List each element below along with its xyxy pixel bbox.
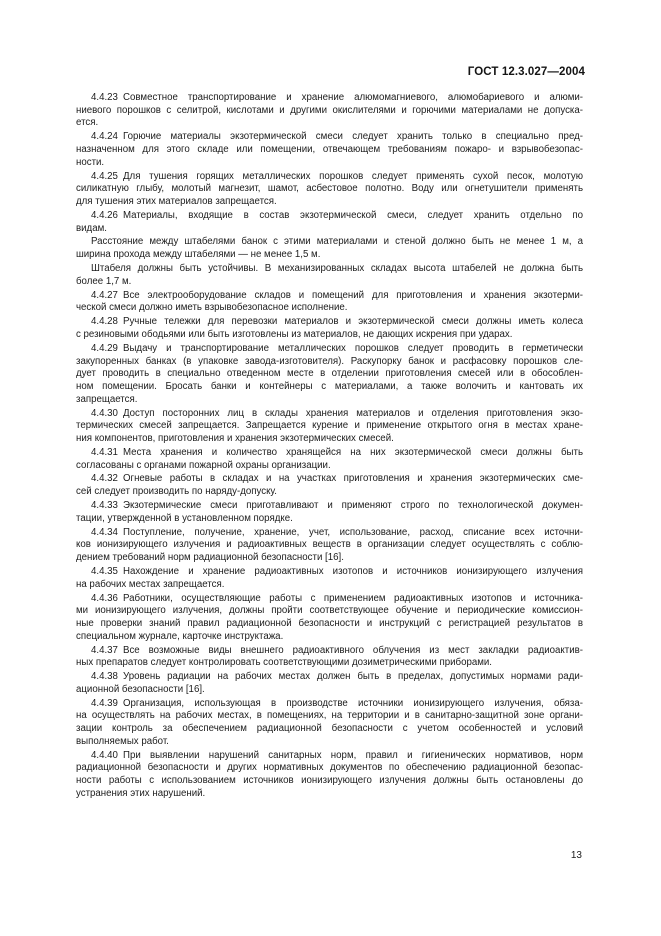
paragraph-line xyxy=(76,290,583,303)
paragraph xyxy=(76,408,583,446)
paragraph-line xyxy=(76,343,583,356)
paragraph-line xyxy=(76,210,583,223)
line-text: согласованы с органами пожарной охраны организации. xyxy=(76,459,331,471)
paragraph-line xyxy=(76,105,583,118)
clause-number: 4.4.33 xyxy=(91,500,118,512)
paragraph-line xyxy=(76,710,583,723)
paragraph-line xyxy=(76,473,583,486)
paragraph xyxy=(76,92,583,130)
paragraph-line xyxy=(76,736,583,749)
paragraph-line xyxy=(76,117,583,130)
paragraph-line xyxy=(76,447,583,460)
line-text: Выдачу и транспортирование металлических порошков следует проводить в герметически xyxy=(123,342,583,354)
paragraph-line xyxy=(76,631,583,644)
paragraph xyxy=(76,671,583,696)
line-text: дением требований норм радиационной безопасности [16]. xyxy=(76,552,344,564)
clause-number: 4.4.27 xyxy=(91,289,118,301)
paragraph-line xyxy=(76,579,583,592)
paragraph-line xyxy=(76,408,583,421)
line-text: ми ионизирующего излучения, должны пройти соответствующее обучение и периодические комиссион- xyxy=(76,605,583,617)
paragraph-line xyxy=(76,249,583,262)
paragraph-line xyxy=(76,356,583,369)
paragraph xyxy=(76,316,583,341)
paragraph xyxy=(76,263,583,288)
line-text: радиационной безопасности и других нормативных документов по обеспечению радиационной безопас- xyxy=(76,762,583,774)
paragraph xyxy=(76,566,583,591)
paragraph xyxy=(76,210,583,235)
paragraph-line xyxy=(76,657,583,670)
line-text: ния компонентов, приготовления и хранения экзотермических смесей. xyxy=(76,432,394,444)
line-text: Доступ посторонних лиц в склады хранения материалов и отделения приготовления экзо- xyxy=(123,407,583,419)
paragraph-line xyxy=(76,263,583,276)
paragraph xyxy=(76,645,583,670)
paragraph-line xyxy=(76,513,583,526)
paragraph-line xyxy=(76,420,583,433)
line-text: Места хранения и количество хранящейся на них экзотермической смеси должны быть xyxy=(123,446,583,458)
paragraph-line xyxy=(76,276,583,289)
paragraph-line xyxy=(76,183,583,196)
paragraph xyxy=(76,500,583,525)
paragraph xyxy=(76,236,583,261)
paragraph-line xyxy=(76,92,583,105)
paragraph-line xyxy=(76,762,583,775)
paragraph-line xyxy=(76,552,583,565)
line-text: специальном журнале, карточке инструктажа. xyxy=(76,630,284,642)
line-text: Работники, осуществляющие работы с применением радиоактивных изотопов и источника- xyxy=(123,592,583,604)
clause-number: 4.4.26 xyxy=(91,209,118,221)
line-text: запрещается. xyxy=(76,393,138,405)
clause-number: 4.4.24 xyxy=(91,131,118,143)
paragraph-line xyxy=(76,381,583,394)
line-text: ности работы с использованием источников ионизирующего излучения должны быть остановлены до xyxy=(76,775,583,787)
line-text: дует проводить в специально отведенном месте в отделении приготовления смесей или в обособлен- xyxy=(76,368,583,380)
line-text: силикатную глыбу, молотый магнезит, шамот, асбестовое полотно. Воду или огнетушители применять xyxy=(76,183,583,195)
line-text: ные проверки знаний правил радиационной безопасности и инструкций с регистрацией результатов в xyxy=(76,617,583,629)
line-text: ниевого порошков с селитрой, кислотами и другими окислителями и горючими материалами не допуска- xyxy=(76,104,583,116)
clause-number: 4.4.39 xyxy=(91,697,118,709)
paragraph xyxy=(76,343,583,407)
clause-number: 4.4.30 xyxy=(91,407,118,419)
line-text: тации, утвержденной в установленном порядке. xyxy=(76,512,293,524)
paragraph-line xyxy=(76,645,583,658)
paragraph-line xyxy=(76,698,583,711)
clause-number: 4.4.35 xyxy=(91,565,118,577)
line-text: более 1,7 м. xyxy=(76,275,132,287)
paragraph-line xyxy=(76,329,583,342)
paragraph-line xyxy=(76,236,583,249)
line-text: зации контроль за обеспечением радиационной безопасности с учетом особенностей и условий xyxy=(76,723,583,735)
clause-number: 4.4.36 xyxy=(91,592,118,604)
paragraph-line xyxy=(76,788,583,801)
line-text: Нахождение и хранение радиоактивных изотопов и источников ионизирующего излучения xyxy=(123,565,583,577)
line-text: ширина прохода между штабелями — не менее 1,5 м. xyxy=(76,249,321,261)
line-text: на рабочих местах запрещается. xyxy=(76,578,225,590)
paragraph-line xyxy=(76,368,583,381)
line-text: Все электрооборудование складов и помещений для приготовления и хранения экзотерми- xyxy=(123,289,583,301)
paragraph xyxy=(76,171,583,209)
document-body xyxy=(76,92,583,802)
line-text: с резиновыми ободьями или быть изготовлены из материалов, не дающих искрения при ударах. xyxy=(76,328,513,340)
paragraph-line xyxy=(76,302,583,315)
line-text: ков ионизирующего излучения и радиоактивных веществ в организации следует осуществлять с соблю- xyxy=(76,539,583,551)
clause-number: 4.4.38 xyxy=(91,671,118,683)
page-number: 13 xyxy=(570,850,582,861)
paragraph xyxy=(76,131,583,169)
paragraph xyxy=(76,290,583,315)
paragraph-line xyxy=(76,394,583,407)
line-text: Экзотермические смеси приготавливают и применяют строго по технологической докумен- xyxy=(123,500,583,512)
paragraph-line xyxy=(76,593,583,606)
line-text: Штабеля должны быть устойчивы. В механизированных складах высота штабелей не должна быть xyxy=(91,263,583,275)
paragraph-line xyxy=(76,723,583,736)
paragraph-line xyxy=(76,618,583,631)
line-text: закупоренных банках (в упаковке завода-изготовителя). Раскупорку банок и расфасовку порошков сле- xyxy=(76,355,583,367)
paragraph-line xyxy=(76,196,583,209)
clause-number: 4.4.25 xyxy=(91,170,118,182)
line-text: Огневые работы в складах и на участках приготовления и хранения экзотермических сме- xyxy=(123,473,583,485)
line-text: Поступление, получение, хранение, учет, использование, расход, списание всех источни- xyxy=(123,526,583,538)
paragraph-line xyxy=(76,171,583,184)
paragraph-line xyxy=(76,433,583,446)
paragraph-line xyxy=(76,539,583,552)
paragraph-line xyxy=(76,671,583,684)
line-text: видам. xyxy=(76,222,107,234)
line-text: Организация, использующая в производстве источники ионизирующего излучения, обяза- xyxy=(123,697,583,709)
line-text: выполняемых работ. xyxy=(76,735,169,747)
paragraph-line xyxy=(76,750,583,763)
paragraph-line xyxy=(76,316,583,329)
paragraph xyxy=(76,447,583,472)
line-text: ческой смеси должно иметь взрывобезопасное исполнение. xyxy=(76,302,348,314)
line-text: Для тушения горящих металлических порошков следует применять сухой песок, молотую xyxy=(123,170,583,182)
clause-number: 4.4.29 xyxy=(91,342,118,354)
paragraph xyxy=(76,473,583,498)
line-text: ном помещении. Бросать банки и контейнеры с материалами, а также волочить и кантовать их xyxy=(76,380,583,392)
paragraph xyxy=(76,593,583,644)
clause-number: 4.4.37 xyxy=(91,644,118,656)
paragraph xyxy=(76,527,583,565)
clause-number: 4.4.40 xyxy=(91,749,118,761)
clause-number: 4.4.28 xyxy=(91,316,118,328)
line-text: Ручные тележки для перевозки материалов и экзотермической смеси должны иметь колеса xyxy=(123,316,583,328)
line-text: Расстояние между штабелями банок с этими материалами и стеной должно быть не менее 1 м, а xyxy=(91,236,583,248)
line-text: назначенном для этого складе или помещении, отвечающем требованиям пожаро- и взрывобезопас- xyxy=(76,144,583,155)
clause-number: 4.4.31 xyxy=(91,446,118,458)
line-text: Горючие материалы экзотермической смеси следует хранить только в специально пред- xyxy=(123,131,583,143)
line-text: устранения этих нарушений. xyxy=(76,787,206,799)
line-text: ется. xyxy=(76,117,99,129)
paragraph-line xyxy=(76,527,583,540)
paragraph-line xyxy=(76,684,583,697)
paragraph-line xyxy=(76,775,583,788)
paragraph-line xyxy=(76,131,583,144)
paragraph-line xyxy=(76,566,583,579)
paragraph xyxy=(76,750,583,801)
line-text: Все возможные виды внешнего радиоактивного облучения из мест закладки радиоактив- xyxy=(123,644,583,656)
line-text: Материалы, входящие в состав экзотермической смеси, следует хранить отдельно по xyxy=(123,209,583,221)
clause-number: 4.4.34 xyxy=(91,526,118,538)
paragraph xyxy=(76,698,583,749)
line-text: термических смесей запрещается. Запрещается курение и применение открытого огня в местах хране- xyxy=(76,420,583,432)
line-text: Совместное транспортирование и хранение алюмомагниевого, алюмобариевого и алюми- xyxy=(123,92,583,103)
line-text: ационной безопасности [16]. xyxy=(76,683,205,695)
line-text: ных препаратов следует контролировать соответствующими дозиметрическими приборами. xyxy=(76,657,492,669)
paragraph-line xyxy=(76,144,583,157)
paragraph-line xyxy=(76,157,583,170)
clause-number: 4.4.23 xyxy=(91,92,118,103)
line-text: для тушения этих материалов запрещается. xyxy=(76,196,277,207)
line-text: сей следует производить по наряду-допуску. xyxy=(76,486,277,498)
document-header: ГОСТ 12.3.027—2004 xyxy=(467,66,585,78)
paragraph-line xyxy=(76,223,583,236)
line-text: ности. xyxy=(76,156,105,168)
clause-number: 4.4.32 xyxy=(91,473,118,485)
line-text: Уровень радиации на рабочих местах должен быть в пределах, допустимых нормами ради- xyxy=(123,671,583,683)
paragraph-line xyxy=(76,486,583,499)
line-text: на осуществлять на рабочих местах, в помещениях, на территории и в санитарно-защитной зоне органи- xyxy=(76,710,583,722)
line-text: При выявлении нарушений санитарных норм, правил и гигиенических нормативов, норм xyxy=(123,749,583,761)
paragraph-line xyxy=(76,605,583,618)
paragraph-line xyxy=(76,460,583,473)
paragraph-line xyxy=(76,500,583,513)
